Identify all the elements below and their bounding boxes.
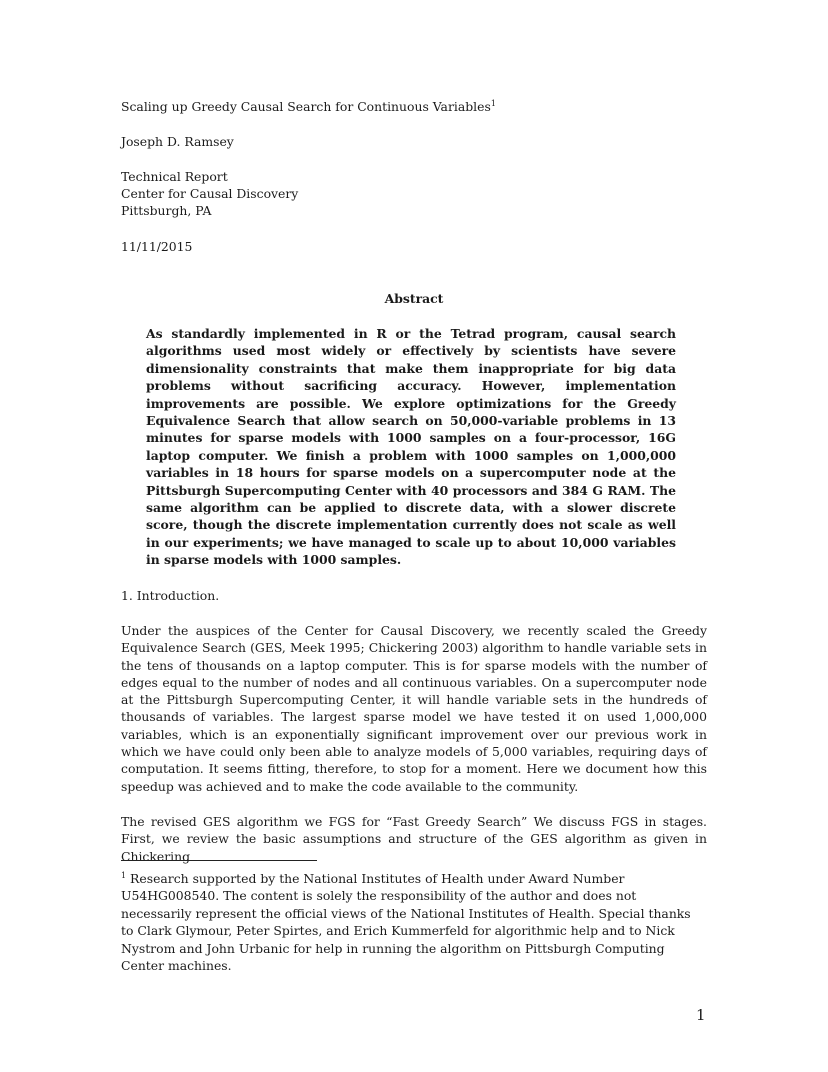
footnote: [121, 870, 707, 974]
report-type: Technical Report: [121, 169, 228, 184]
footnote-mark: 1: [121, 870, 127, 880]
footnote-text: Research supported by the National Institutes of Health under Award Number U54HG008540. The content is solely the responsibility of the author and does not necessarily represent the official views of the National Institutes of Health. Special thanks to Clark Glymour, Peter Spirtes, and Erich Kummerfeld for algorithmic help and to Nick Nystrom and John Urbanic for help in running the algorithm on Pittsburgh Computing Center machines.: [121, 871, 691, 974]
footnote-divider: [121, 860, 317, 861]
intro-paragraph-1: Under the auspices of the Center for Causal Discovery, we recently scaled the Greedy Equivalence Search (GES, Meek 1995; Chickering 2003) algorithm to handle variable sets in the tens of thousands on a laptop computer. This is for sparse models with the number of edges equal to the number of nodes and all continuous variables. On a supercomputer node at the Pittsburgh Supercomputing Center, it will handle variable sets in the hundreds of thousands of variables. The largest sparse model we have tested it on used 1,000,000 variables, which is an exponentially significant improvement over our previous work in which we have could only been able to analyze models of 5,000 variables, requiring days of computation. It seems fitting, therefore, to stop for a moment. Here we document how this speedup was achieved and to make the code available to the community.: [121, 623, 707, 794]
title-text: Scaling up Greedy Causal Search for Continuous Variables: [121, 99, 491, 114]
report-date: 11/11/2015: [121, 239, 193, 254]
title-footnote-mark: 1: [490, 98, 496, 108]
section-heading: 1. Introduction.: [121, 588, 220, 603]
location: Pittsburgh, PA: [121, 203, 212, 218]
intro-paragraph-2: The revised GES algorithm we FGS for “Fast Greedy Search” We discuss FGS in stages. First, we review the basic assumptions and structure of the GES algorithm as given in Chickering: [121, 814, 707, 864]
institution: Center for Causal Discovery: [121, 186, 299, 201]
abstract-text: As standardly implemented in R or the Tetrad program, causal search algorithms used most widely or effectively by scientists have severe dimensionality constraints that make them inappropriate for big data problems without sacrificing accuracy. However, implementation improvements are possible. We explore optimizations for the Greedy Equivalence Search that allow search on 50,000-variable problems in 13 minutes for sparse models with 1000 samples on a four-processor, 16G laptop computer. We finish a problem with 1000 samples on 1,000,000 variables in 18 hours for sparse models on a supercomputer node at the Pittsburgh Supercomputing Center with 40 processors and 384 G RAM. The same algorithm can be applied to discrete data, with a slower discrete score, though the discrete implementation currently does not scale as well in our experiments; we have managed to scale up to about 10,000 variables in sparse models with 1000 samples.: [146, 326, 676, 568]
abstract-heading: Abstract: [384, 291, 444, 306]
paper-title: [121, 98, 496, 115]
page-number: 1: [696, 1006, 706, 1024]
author-name: Joseph D. Ramsey: [121, 134, 234, 149]
